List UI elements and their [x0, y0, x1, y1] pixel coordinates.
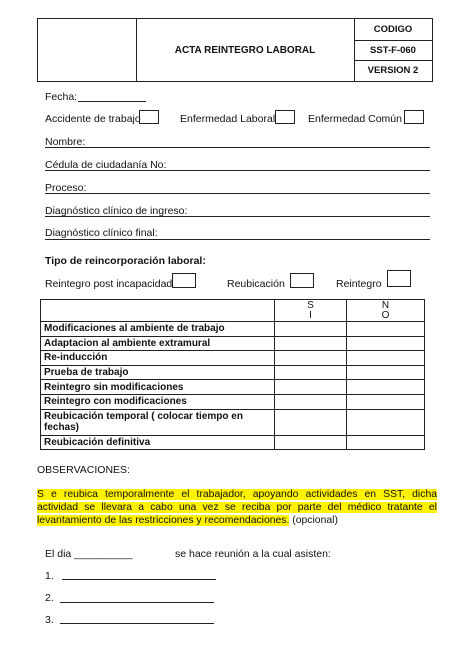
tipo-title: Tipo de reincorporación laboral: [45, 255, 206, 267]
codigo-label: CODIGO [373, 23, 413, 35]
no-cell[interactable] [347, 336, 425, 351]
enfermedad-comun-label: Enfermedad Común [308, 113, 402, 125]
enfermedad-laboral-checkbox[interactable] [275, 110, 295, 124]
si-cell[interactable] [275, 435, 347, 450]
reubicacion-label: Reubicación [227, 278, 285, 290]
checklist-row-label: Re-inducción [41, 351, 275, 366]
no-cell[interactable] [347, 394, 425, 409]
reunion-label: se hace reunión a la cual asisten: [175, 548, 331, 560]
observaciones-optional: (opcional) [289, 515, 338, 526]
fecha-label: Fecha: [45, 91, 78, 103]
si-cell[interactable] [275, 409, 347, 435]
proceso-label: Proceso: [45, 182, 87, 194]
reintegro-label: Reintegro [336, 278, 382, 290]
diag-ingreso-field[interactable] [45, 216, 430, 217]
document-header [37, 18, 433, 82]
no-cell[interactable] [347, 351, 425, 366]
enfermedad-laboral-label: Enfermedad Laboral [180, 113, 276, 125]
enfermedad-comun-checkbox[interactable] [404, 110, 424, 124]
si-cell[interactable] [275, 365, 347, 380]
si-cell[interactable] [275, 394, 347, 409]
reubicacion-checkbox[interactable] [290, 273, 314, 288]
nombre-field[interactable] [45, 147, 430, 148]
code-cell [354, 19, 432, 81]
attendee-number: 1. [45, 570, 54, 582]
diag-ingreso-label: Diagnóstico clínico de ingreso: [45, 205, 188, 217]
logo-cell [38, 19, 137, 81]
attendee-field[interactable] [62, 579, 216, 580]
checklist-row-label: Prueba de trabajo [41, 365, 275, 380]
document-code: SST-F-060 [354, 40, 432, 61]
document-version: VERSION 2 [354, 60, 432, 81]
nombre-label: Nombre: [45, 136, 86, 148]
attendee-field[interactable] [60, 623, 214, 624]
observaciones-highlight: S e reubica temporalmente el trabajador, apoyando actividades en SST, dicha actividad se llevara a cabo una vez se reciba por parte del médico tratante el levantamiento de las restricciones y recomendaciones. [37, 489, 437, 526]
no-cell[interactable] [347, 435, 425, 450]
checklist-row-label: Reintegro sin modificaciones [41, 380, 275, 395]
checklist-header-blank [41, 300, 275, 322]
no-cell[interactable] [347, 380, 425, 395]
observaciones-label: OBSERVACIONES: [37, 464, 130, 476]
no-cell[interactable] [347, 409, 425, 435]
si-cell[interactable] [275, 351, 347, 366]
cedula-field[interactable] [45, 170, 430, 171]
checklist-row-label: Adaptacion al ambiente extramural [41, 336, 275, 351]
col-si-header: S I [275, 300, 347, 322]
si-cell[interactable] [275, 322, 347, 337]
proceso-field[interactable] [45, 193, 430, 194]
checklist-row-label: Modificaciones al ambiente de trabajo [41, 322, 275, 337]
no-cell[interactable] [347, 365, 425, 380]
col-no-header: N O [347, 300, 425, 322]
cedula-label: Cédula de ciudadanía No: [45, 159, 167, 171]
diag-final-label: Diagnóstico clínico final: [45, 227, 158, 239]
fecha-field[interactable] [78, 101, 146, 102]
attendee-number: 3. [45, 614, 54, 626]
reintegro-post-label: Reintegro post incapacidad [45, 278, 173, 290]
observaciones-text [37, 488, 437, 527]
accidente-checkbox[interactable] [139, 110, 159, 124]
diag-final-field[interactable] [45, 239, 430, 240]
reintegro-post-checkbox[interactable] [172, 273, 196, 288]
si-cell[interactable] [275, 380, 347, 395]
attendee-field[interactable] [60, 602, 214, 603]
document-title: ACTA REINTEGRO LABORAL [136, 19, 355, 81]
accidente-label: Accidente de trabajo [45, 113, 141, 125]
checklist-row-label: Reintegro con modificaciones [41, 394, 275, 409]
si-cell[interactable] [275, 336, 347, 351]
checklist-table [40, 299, 425, 450]
el-dia-label: El dia __________ [45, 548, 133, 560]
no-cell[interactable] [347, 322, 425, 337]
checklist-row-label: Reubicación definitiva [41, 435, 275, 450]
attendee-number: 2. [45, 592, 54, 604]
checklist-row-label: Reubicación temporal ( colocar tiempo en fechas) [41, 409, 275, 435]
reintegro-checkbox[interactable] [387, 270, 411, 287]
